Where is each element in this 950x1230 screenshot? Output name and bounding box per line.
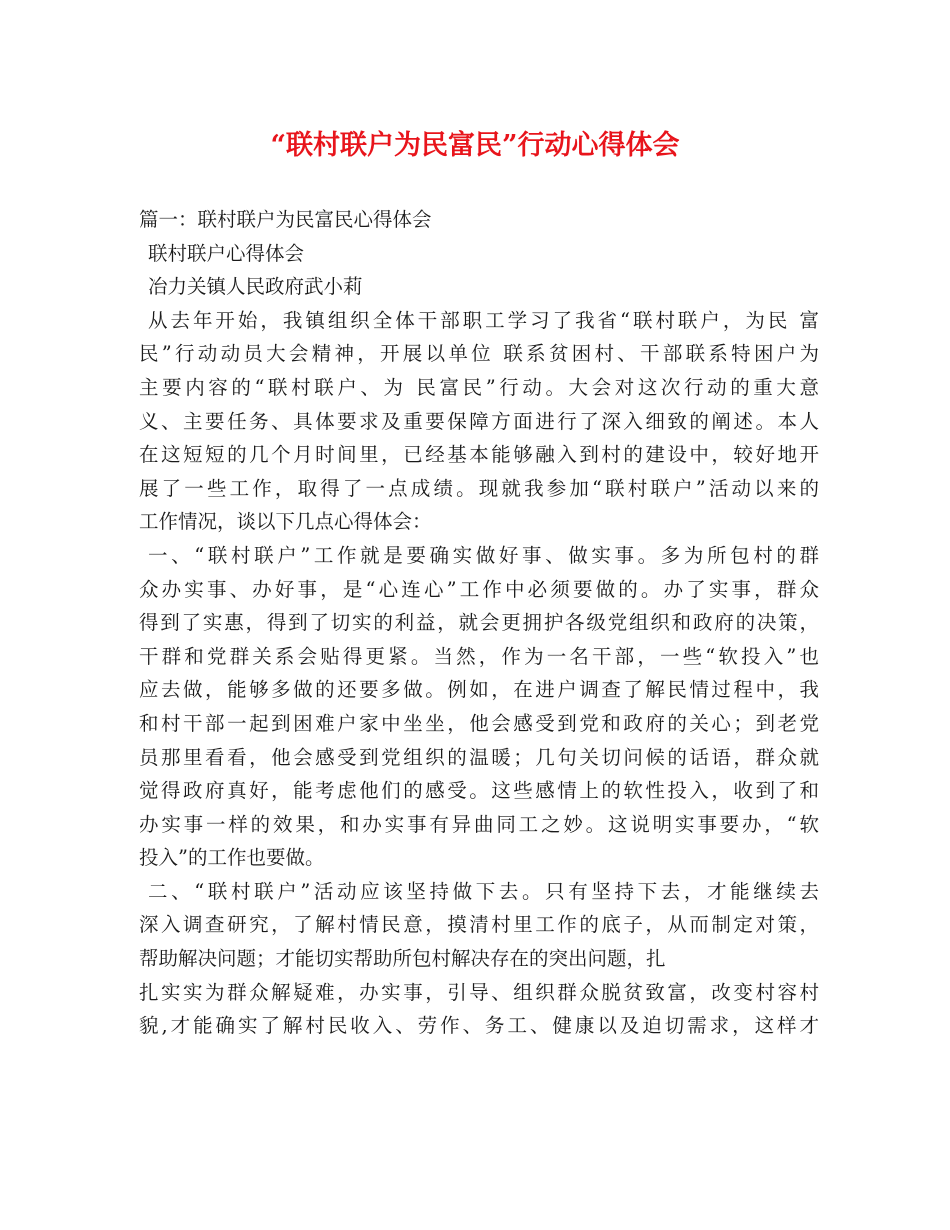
text-line: 义、主要任务、具体要求及重要保障方面进行了深入细致的阐述。本人 [139, 409, 819, 433]
text-line: 得到了实惠，得到了切实的利益，就会更拥护各级党组织和政府的决策， [139, 611, 819, 635]
text-line: 和村干部一起到困难户家中坐坐，他会感受到党和政府的关心；到老党 [139, 711, 819, 735]
text-line: 联村联户心得体会 [148, 241, 305, 265]
text-line: 干群和党群关系会贴得更紧。当然，作为一名干部，一些“软投入”也 [139, 644, 819, 668]
text-line: 一、“联村联户”工作就是要确实做好事、做实事。多为所包村的群 [148, 543, 819, 567]
text-line: 主要内容的“联村联户、为 民富民”行动。大会对这次行动的重大意 [139, 375, 819, 399]
text-line: 员那里看看，他会感受到党组织的温暖；几句关切问候的话语，群众就 [139, 745, 819, 769]
text-line: 冶力关镇人民政府武小莉 [148, 275, 363, 299]
text-line: 众办实事、办好事，是“心连心”工作中必须要做的。办了实事，群众 [139, 577, 819, 601]
text-line: 投入”的工作也要做。 [139, 846, 325, 870]
document-title: “联村联户为民富民”行动心得体会 [270, 130, 680, 161]
text-line: 觉得政府真好，能考虑他们的感受。这些感情上的软性投入，收到了和 [139, 779, 819, 803]
text-line: 深入调查研究，了解村情民意，摸清村里工作的底子，从而制定对策， [139, 913, 819, 937]
text-line: 篇一：联村联户为民富民心得体会 [139, 208, 432, 231]
text-line: 应去做，能够多做的还要多做。例如，在进户调查了解民情过程中，我 [139, 678, 819, 702]
text-line: 从去年开始，我镇组织全体干部职工学习了我省“联村联户，为民 富 [148, 308, 819, 332]
text-line: 帮助解决问题；才能切实帮助所包村解决存在的突出问题，扎 [139, 947, 666, 971]
text-line: 民”行动动员大会精神，开展以单位 联系贫困村、干部联系特困户为 [139, 342, 819, 366]
text-line: 办实事一样的效果，和办实事有异曲同工之妙。这说明实事要办，“软 [139, 812, 819, 836]
text-line: 扎实实为群众解疑难，办实事，引导、组织群众脱贫致富，改变村容村 [139, 980, 819, 1004]
text-line: 工作情况，谈以下几点心得体会： [139, 510, 432, 534]
text-line: 二、“联村联户”活动应该坚持做下去。只有坚持下去，才能继续去 [148, 879, 819, 903]
text-line: 展了一些工作，取得了一点成绩。现就我参加“联村联户”活动以来的 [139, 476, 819, 500]
text-line: 貌,才能确实了解村民收入、劳作、务工、健康以及迫切需求，这样才 [139, 1014, 819, 1038]
document-body [139, 203, 819, 1043]
text-line: 在这短短的几个月时间里，已经基本能够融入到村的建设中，较好地开 [139, 443, 819, 467]
